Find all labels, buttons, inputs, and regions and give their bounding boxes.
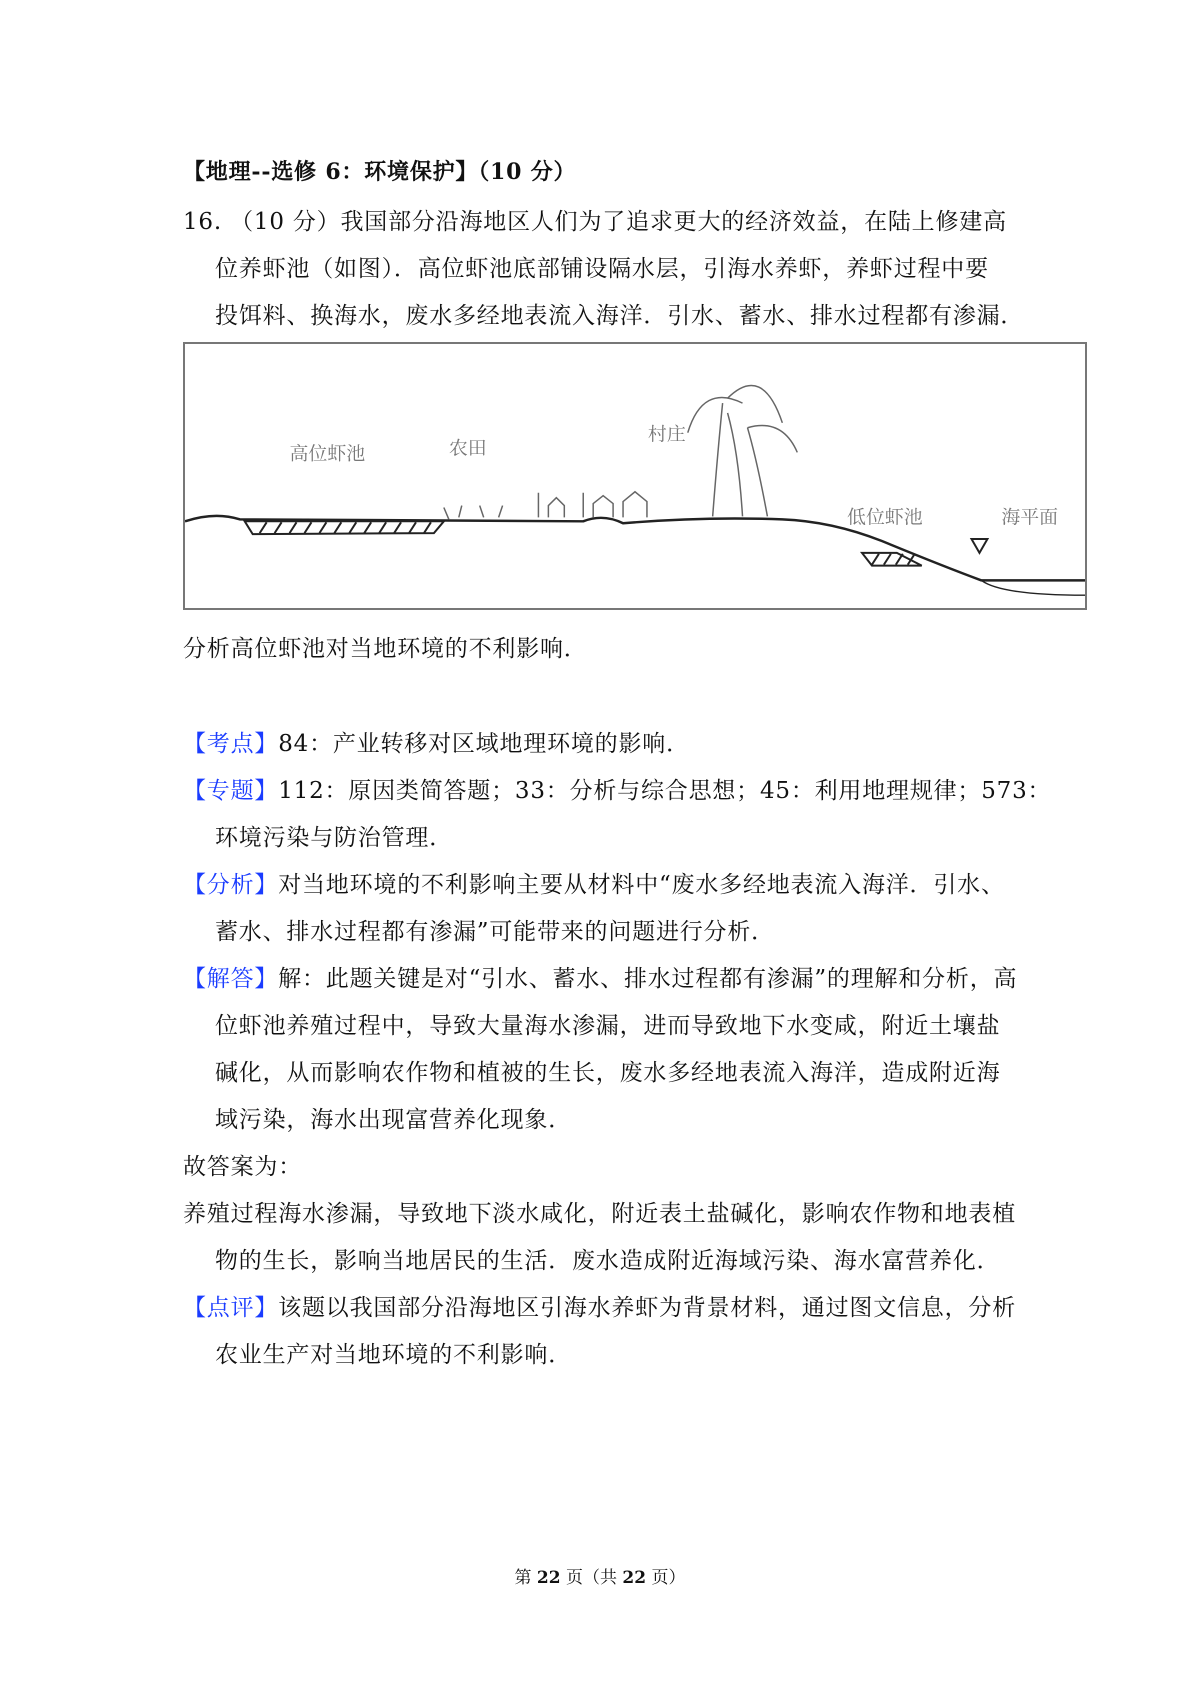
zhuanti-tag: 【专题】 bbox=[183, 778, 279, 804]
conclusion-text: 养殖过程海水渗漏，导致地下淡水咸化，附近表土盐碱化，影响农作物和地表植 bbox=[183, 1201, 1016, 1227]
label-sea-level: 海平面 bbox=[1001, 507, 1059, 529]
fenxi-text: 蓄水、排水过程都有渗漏”可能带来的问题进行分析． bbox=[215, 919, 775, 945]
dianping-tag: 【点评】 bbox=[183, 1295, 279, 1321]
question-prompt: 分析高位虾池对当地环境的不利影响． bbox=[183, 636, 588, 662]
zhuanti-text: 环境污染与防治管理． bbox=[215, 825, 453, 851]
jieda-text: 位虾池养殖过程中，导致大量海水渗漏，进而导致地下水变咸，附近土壤盐 bbox=[215, 1013, 1001, 1039]
kaodian-tag: 【考点】 bbox=[183, 731, 279, 757]
dianping-line bbox=[183, 1289, 1016, 1322]
question-line: 16. （10 分）我国部分沿海地区人们为了追求更大的经济效益，在陆上修建高 bbox=[183, 209, 1007, 235]
label-high-pond: 高位虾池 bbox=[289, 444, 366, 466]
footer-text: 第 bbox=[514, 1568, 537, 1588]
shrimp-pond-diagram bbox=[183, 342, 1087, 610]
kaodian-line bbox=[183, 725, 690, 758]
label-low-pond: 低位虾池 bbox=[847, 507, 923, 529]
page-footer bbox=[0, 1563, 1200, 1588]
footer-text: 页） bbox=[646, 1568, 686, 1588]
fenxi-tag: 【分析】 bbox=[183, 872, 279, 898]
zhuanti-text: 112：原因类简答题；33：分析与综合思想；45：利用地理规律；573： bbox=[278, 778, 1052, 804]
kaodian-text: 84：产业转移对区域地理环境的影响． bbox=[278, 731, 690, 757]
footer-text: 页（共 bbox=[560, 1568, 623, 1588]
jieda-text: 碱化，从而影响农作物和植被的生长，废水多经地表流入海洋，造成附近海 bbox=[215, 1060, 1001, 1086]
dianping-text: 农业生产对当地环境的不利影响． bbox=[215, 1342, 572, 1368]
conclusion-label: 故答案为： bbox=[183, 1154, 302, 1180]
jieda-tag: 【解答】 bbox=[183, 966, 279, 992]
conclusion-text: 物的生长，影响当地居民的生活．废水造成附近海域污染、海水富营养化． bbox=[215, 1248, 1001, 1274]
section-header: 【地理--选修 6：环境保护】（10 分） bbox=[183, 159, 577, 185]
jieda-text: 解：此题关键是对“引水、蓄水、排水过程都有渗漏”的理解和分析，高 bbox=[278, 966, 1018, 992]
dianping-text: 该题以我国部分沿海地区引海水养虾为背景材料，通过图文信息，分析 bbox=[278, 1295, 1017, 1321]
question-line: 位养虾池（如图）．高位虾池底部铺设隔水层，引海水养虾，养虾过程中要 bbox=[215, 256, 989, 282]
label-farmland: 农田 bbox=[448, 438, 487, 460]
question-line: 投饵料、换海水，废水多经地表流入海洋．引水、蓄水、排水过程都有渗漏． bbox=[215, 303, 1025, 329]
fenxi-text: 对当地环境的不利影响主要从材料中“废水多经地表流入海洋．引水、 bbox=[278, 872, 1005, 898]
jieda-text: 域污染，海水出现富营养化现象． bbox=[215, 1107, 572, 1133]
label-village: 村庄 bbox=[647, 424, 686, 446]
page-number: 22 bbox=[536, 1568, 561, 1588]
fenxi-line bbox=[183, 866, 1005, 899]
zhuanti-line bbox=[183, 772, 1051, 805]
jieda-line bbox=[183, 960, 1017, 993]
total-pages: 22 bbox=[622, 1568, 647, 1588]
